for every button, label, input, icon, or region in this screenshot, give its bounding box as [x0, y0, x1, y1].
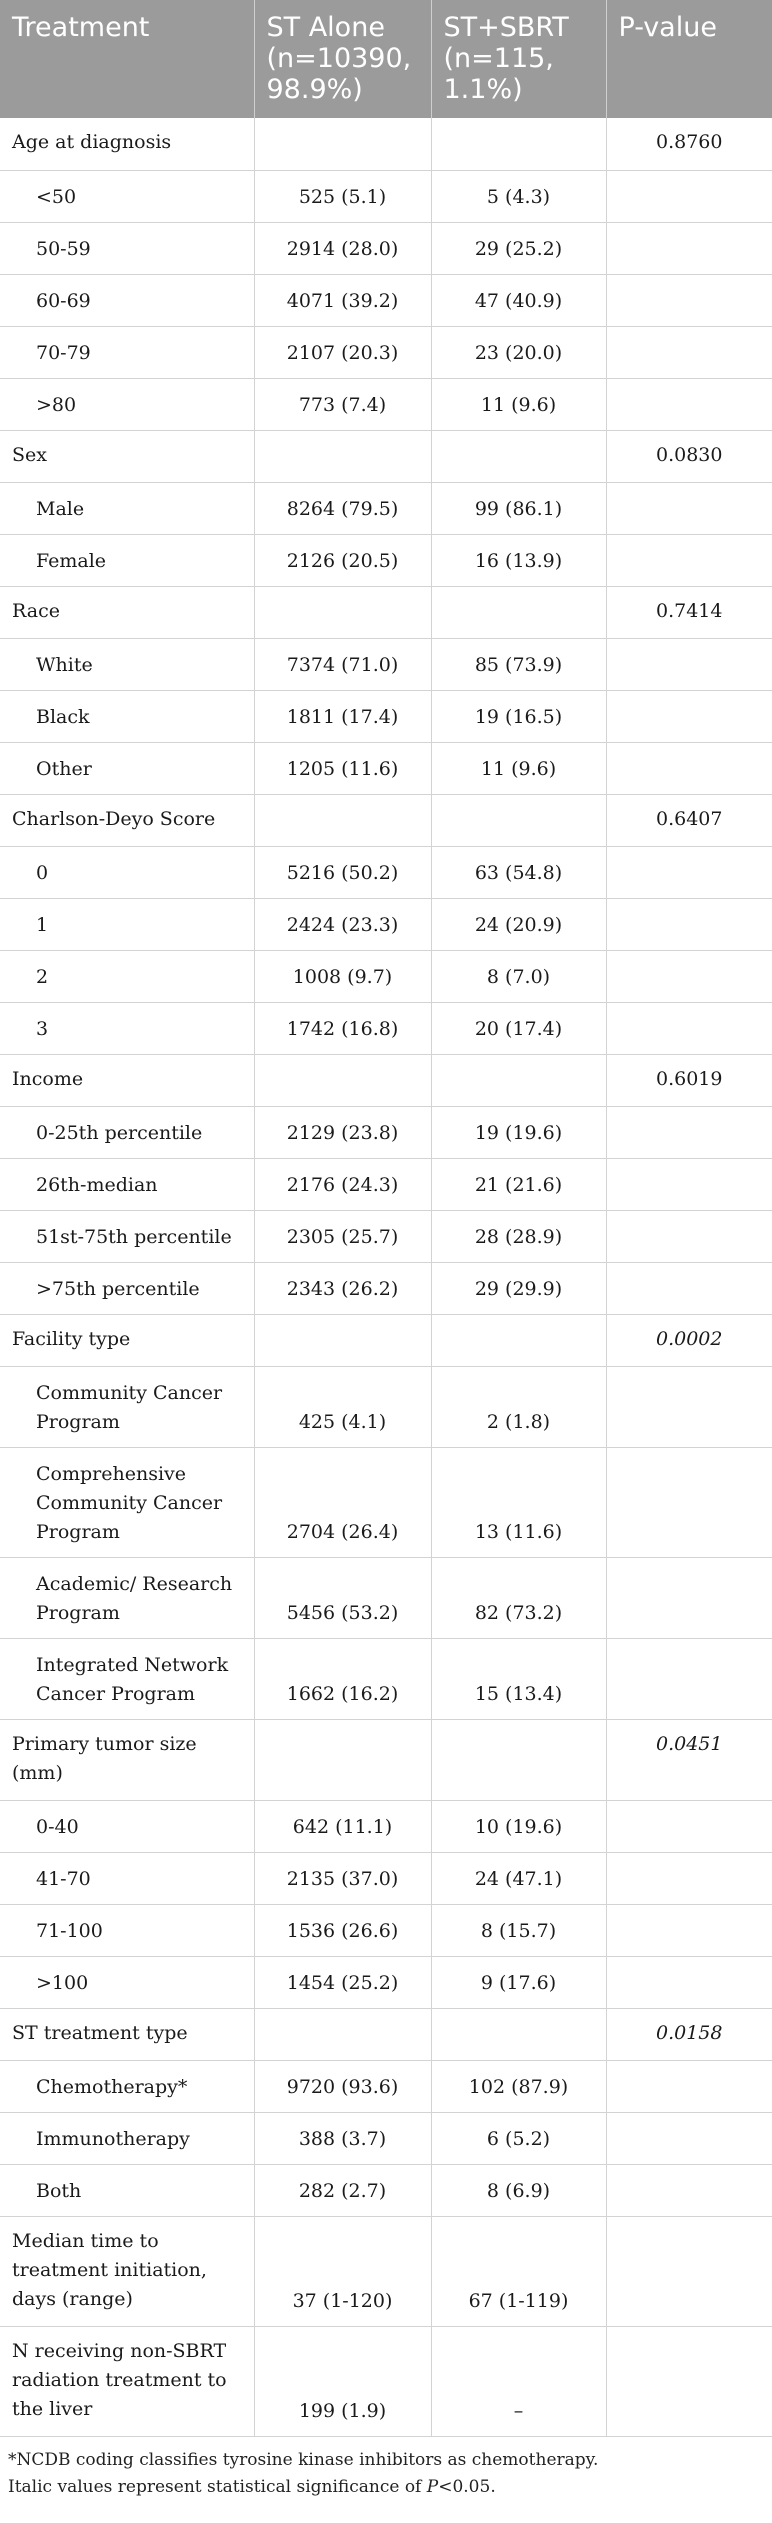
row-label: 0 [0, 846, 254, 898]
st-sbrt-value: 9 (17.6) [431, 1956, 606, 2008]
table-row [0, 2060, 772, 2112]
row-label: White [0, 638, 254, 690]
table-row [0, 2112, 772, 2164]
st-alone-value: 199 (1.9) [254, 2326, 431, 2436]
st-sbrt-value: 24 (20.9) [431, 898, 606, 950]
st-alone-value [254, 794, 431, 846]
p-value: 0.0002 [606, 1314, 772, 1366]
st-sbrt-value: 11 (9.6) [431, 378, 606, 430]
st-alone-value: 773 (7.4) [254, 378, 431, 430]
table-row [0, 742, 772, 794]
p-value: 0.0158 [606, 2008, 772, 2060]
row-label: 26th-median [0, 1158, 254, 1210]
st-sbrt-value: 15 (13.4) [431, 1638, 606, 1719]
row-label: 3 [0, 1002, 254, 1054]
header-treatment: Treatment [0, 0, 254, 118]
table-body [0, 118, 772, 2436]
table-row [0, 1002, 772, 1054]
p-value [606, 950, 772, 1002]
table-row [0, 1719, 772, 1800]
row-label: Sex [0, 430, 254, 482]
p-value [606, 170, 772, 222]
st-alone-value: 2343 (26.2) [254, 1262, 431, 1314]
st-sbrt-value: 29 (29.9) [431, 1262, 606, 1314]
row-label: Integrated Network Cancer Program [0, 1638, 254, 1719]
table-row [0, 1106, 772, 1158]
p-value: 0.6019 [606, 1054, 772, 1106]
header-st-alone: ST Alone (n=10390, 98.9%) [254, 0, 431, 118]
header-st-sbrt: ST+SBRT (n=115, 1.1%) [431, 0, 606, 118]
p-value: 0.8760 [606, 118, 772, 170]
row-label: Facility type [0, 1314, 254, 1366]
row-label: Other [0, 742, 254, 794]
st-sbrt-value: 6 (5.2) [431, 2112, 606, 2164]
footnote-significance [8, 2474, 764, 2501]
st-alone-value: 2135 (37.0) [254, 1852, 431, 1904]
p-value [606, 274, 772, 326]
row-label: Female [0, 534, 254, 586]
table-row [0, 1210, 772, 1262]
row-label: Charlson-Deyo Score [0, 794, 254, 846]
table-row [0, 2164, 772, 2216]
row-label: Primary tumor size (mm) [0, 1719, 254, 1800]
st-alone-value: 1662 (16.2) [254, 1638, 431, 1719]
st-sbrt-value [431, 794, 606, 846]
p-value [606, 2164, 772, 2216]
st-sbrt-value [431, 586, 606, 638]
p-value [606, 1638, 772, 1719]
p-value [606, 742, 772, 794]
p-value [606, 1956, 772, 2008]
row-label: Median time to treatment initiation, days (range) [0, 2216, 254, 2326]
st-sbrt-value: 99 (86.1) [431, 482, 606, 534]
row-label: Both [0, 2164, 254, 2216]
st-alone-value: 2129 (23.8) [254, 1106, 431, 1158]
row-label: Chemotherapy* [0, 2060, 254, 2112]
p-value [606, 1852, 772, 1904]
st-alone-value: 1811 (17.4) [254, 690, 431, 742]
st-alone-value: 1742 (16.8) [254, 1002, 431, 1054]
header-p-value: P-value [606, 0, 772, 118]
p-value [606, 1904, 772, 1956]
table-header [0, 0, 772, 118]
row-label: >100 [0, 1956, 254, 2008]
table-row [0, 586, 772, 638]
table-row [0, 118, 772, 170]
table-row [0, 1158, 772, 1210]
footnote-p-symbol: P [426, 2476, 439, 2497]
table-row [0, 326, 772, 378]
p-value [606, 1210, 772, 1262]
row-label: Immunotherapy [0, 2112, 254, 2164]
row-label: ST treatment type [0, 2008, 254, 2060]
st-alone-value: 282 (2.7) [254, 2164, 431, 2216]
row-label: Black [0, 690, 254, 742]
table-row [0, 1956, 772, 2008]
table-row [0, 430, 772, 482]
st-alone-value: 2107 (20.3) [254, 326, 431, 378]
p-value [606, 326, 772, 378]
footnote-significance-prefix: Italic values represent statistical significance of [8, 2476, 427, 2497]
st-sbrt-value: 82 (73.2) [431, 1557, 606, 1638]
table-row [0, 1904, 772, 1956]
st-sbrt-value: 47 (40.9) [431, 274, 606, 326]
row-label: 1 [0, 898, 254, 950]
st-sbrt-value: 20 (17.4) [431, 1002, 606, 1054]
st-alone-value: 9720 (93.6) [254, 2060, 431, 2112]
row-label: 70-79 [0, 326, 254, 378]
row-label: Race [0, 586, 254, 638]
table-row [0, 1262, 772, 1314]
st-sbrt-value [431, 430, 606, 482]
st-sbrt-value: 21 (21.6) [431, 1158, 606, 1210]
st-alone-value: 1536 (26.6) [254, 1904, 431, 1956]
st-sbrt-value: 10 (19.6) [431, 1800, 606, 1852]
st-alone-value: 425 (4.1) [254, 1366, 431, 1447]
st-sbrt-value: 85 (73.9) [431, 638, 606, 690]
p-value [606, 482, 772, 534]
table-row [0, 378, 772, 430]
table-row [0, 2216, 772, 2326]
table-row [0, 846, 772, 898]
table-row [0, 274, 772, 326]
st-alone-value: 7374 (71.0) [254, 638, 431, 690]
row-label: >75th percentile [0, 1262, 254, 1314]
row-label: Income [0, 1054, 254, 1106]
row-label: >80 [0, 378, 254, 430]
row-label: Academic/ Research Program [0, 1557, 254, 1638]
p-value [606, 1158, 772, 1210]
p-value [606, 2060, 772, 2112]
st-sbrt-value: 8 (6.9) [431, 2164, 606, 2216]
st-sbrt-value [431, 1314, 606, 1366]
table-row [0, 898, 772, 950]
st-alone-value [254, 586, 431, 638]
st-sbrt-value: – [431, 2326, 606, 2436]
p-value [606, 2326, 772, 2436]
footnote-chemotherapy: *NCDB coding classifies tyrosine kinase inhibitors as chemotherapy. [8, 2449, 599, 2470]
st-sbrt-value: 2 (1.8) [431, 1366, 606, 1447]
table-row [0, 1054, 772, 1106]
p-value [606, 534, 772, 586]
st-sbrt-value: 24 (47.1) [431, 1852, 606, 1904]
row-label: 60-69 [0, 274, 254, 326]
st-alone-value: 1008 (9.7) [254, 950, 431, 1002]
p-value [606, 222, 772, 274]
p-value [606, 638, 772, 690]
table-row [0, 534, 772, 586]
row-label: 50-59 [0, 222, 254, 274]
st-alone-value [254, 118, 431, 170]
row-label: 2 [0, 950, 254, 1002]
st-sbrt-value [431, 1719, 606, 1800]
st-sbrt-value: 102 (87.9) [431, 2060, 606, 2112]
st-sbrt-value: 63 (54.8) [431, 846, 606, 898]
table-row [0, 1852, 772, 1904]
st-alone-value [254, 430, 431, 482]
row-label: Community Cancer Program [0, 1366, 254, 1447]
row-label: Male [0, 482, 254, 534]
p-value [606, 1106, 772, 1158]
table-row [0, 1447, 772, 1557]
st-sbrt-value: 5 (4.3) [431, 170, 606, 222]
table-row [0, 2008, 772, 2060]
footnote-significance-suffix: <0.05. [438, 2476, 496, 2497]
st-alone-value: 2424 (23.3) [254, 898, 431, 950]
table-row [0, 1557, 772, 1638]
p-value [606, 690, 772, 742]
st-sbrt-value: 13 (11.6) [431, 1447, 606, 1557]
table-row [0, 482, 772, 534]
st-sbrt-value: 19 (16.5) [431, 690, 606, 742]
st-sbrt-value: 8 (7.0) [431, 950, 606, 1002]
st-sbrt-value: 16 (13.9) [431, 534, 606, 586]
p-value [606, 1557, 772, 1638]
p-value [606, 1262, 772, 1314]
table-row [0, 950, 772, 1002]
st-alone-value: 37 (1-120) [254, 2216, 431, 2326]
st-sbrt-value: 67 (1-119) [431, 2216, 606, 2326]
st-alone-value: 2176 (24.3) [254, 1158, 431, 1210]
st-alone-value: 2305 (25.7) [254, 1210, 431, 1262]
st-alone-value: 2704 (26.4) [254, 1447, 431, 1557]
row-label: 0-40 [0, 1800, 254, 1852]
footnotes [0, 2437, 772, 2501]
row-label: N receiving non-SBRT radiation treatment to the liver [0, 2326, 254, 2436]
row-label: <50 [0, 170, 254, 222]
p-value [606, 846, 772, 898]
table-row [0, 170, 772, 222]
table-row [0, 1800, 772, 1852]
st-sbrt-value [431, 118, 606, 170]
st-alone-value: 5456 (53.2) [254, 1557, 431, 1638]
st-sbrt-value [431, 2008, 606, 2060]
row-label: 51st-75th percentile [0, 1210, 254, 1262]
st-alone-value [254, 1314, 431, 1366]
table-row [0, 690, 772, 742]
row-label: 0-25th percentile [0, 1106, 254, 1158]
st-sbrt-value: 29 (25.2) [431, 222, 606, 274]
table-row [0, 1638, 772, 1719]
st-alone-value [254, 1719, 431, 1800]
table-row [0, 1314, 772, 1366]
p-value: 0.0451 [606, 1719, 772, 1800]
p-value [606, 1002, 772, 1054]
p-value [606, 378, 772, 430]
st-alone-value: 5216 (50.2) [254, 846, 431, 898]
header-row [0, 0, 772, 118]
st-alone-value [254, 2008, 431, 2060]
st-alone-value: 1454 (25.2) [254, 1956, 431, 2008]
p-value [606, 2216, 772, 2326]
st-alone-value: 642 (11.1) [254, 1800, 431, 1852]
p-value [606, 898, 772, 950]
row-label: 71-100 [0, 1904, 254, 1956]
st-alone-value: 525 (5.1) [254, 170, 431, 222]
row-label: Comprehensive Community Cancer Program [0, 1447, 254, 1557]
table-row [0, 794, 772, 846]
p-value [606, 1366, 772, 1447]
st-alone-value: 2914 (28.0) [254, 222, 431, 274]
st-sbrt-value: 19 (19.6) [431, 1106, 606, 1158]
p-value [606, 2112, 772, 2164]
st-alone-value: 1205 (11.6) [254, 742, 431, 794]
st-sbrt-value [431, 1054, 606, 1106]
st-sbrt-value: 23 (20.0) [431, 326, 606, 378]
st-sbrt-value: 11 (9.6) [431, 742, 606, 794]
p-value: 0.6407 [606, 794, 772, 846]
st-alone-value: 388 (3.7) [254, 2112, 431, 2164]
row-label: Age at diagnosis [0, 118, 254, 170]
table-row [0, 2326, 772, 2436]
st-alone-value: 2126 (20.5) [254, 534, 431, 586]
p-value [606, 1800, 772, 1852]
p-value [606, 1447, 772, 1557]
p-value: 0.7414 [606, 586, 772, 638]
p-value: 0.0830 [606, 430, 772, 482]
st-sbrt-value: 28 (28.9) [431, 1210, 606, 1262]
st-alone-value [254, 1054, 431, 1106]
table-row [0, 638, 772, 690]
st-sbrt-value: 8 (15.7) [431, 1904, 606, 1956]
st-alone-value: 8264 (79.5) [254, 482, 431, 534]
row-label: 41-70 [0, 1852, 254, 1904]
table-row [0, 1366, 772, 1447]
st-alone-value: 4071 (39.2) [254, 274, 431, 326]
table-row [0, 222, 772, 274]
